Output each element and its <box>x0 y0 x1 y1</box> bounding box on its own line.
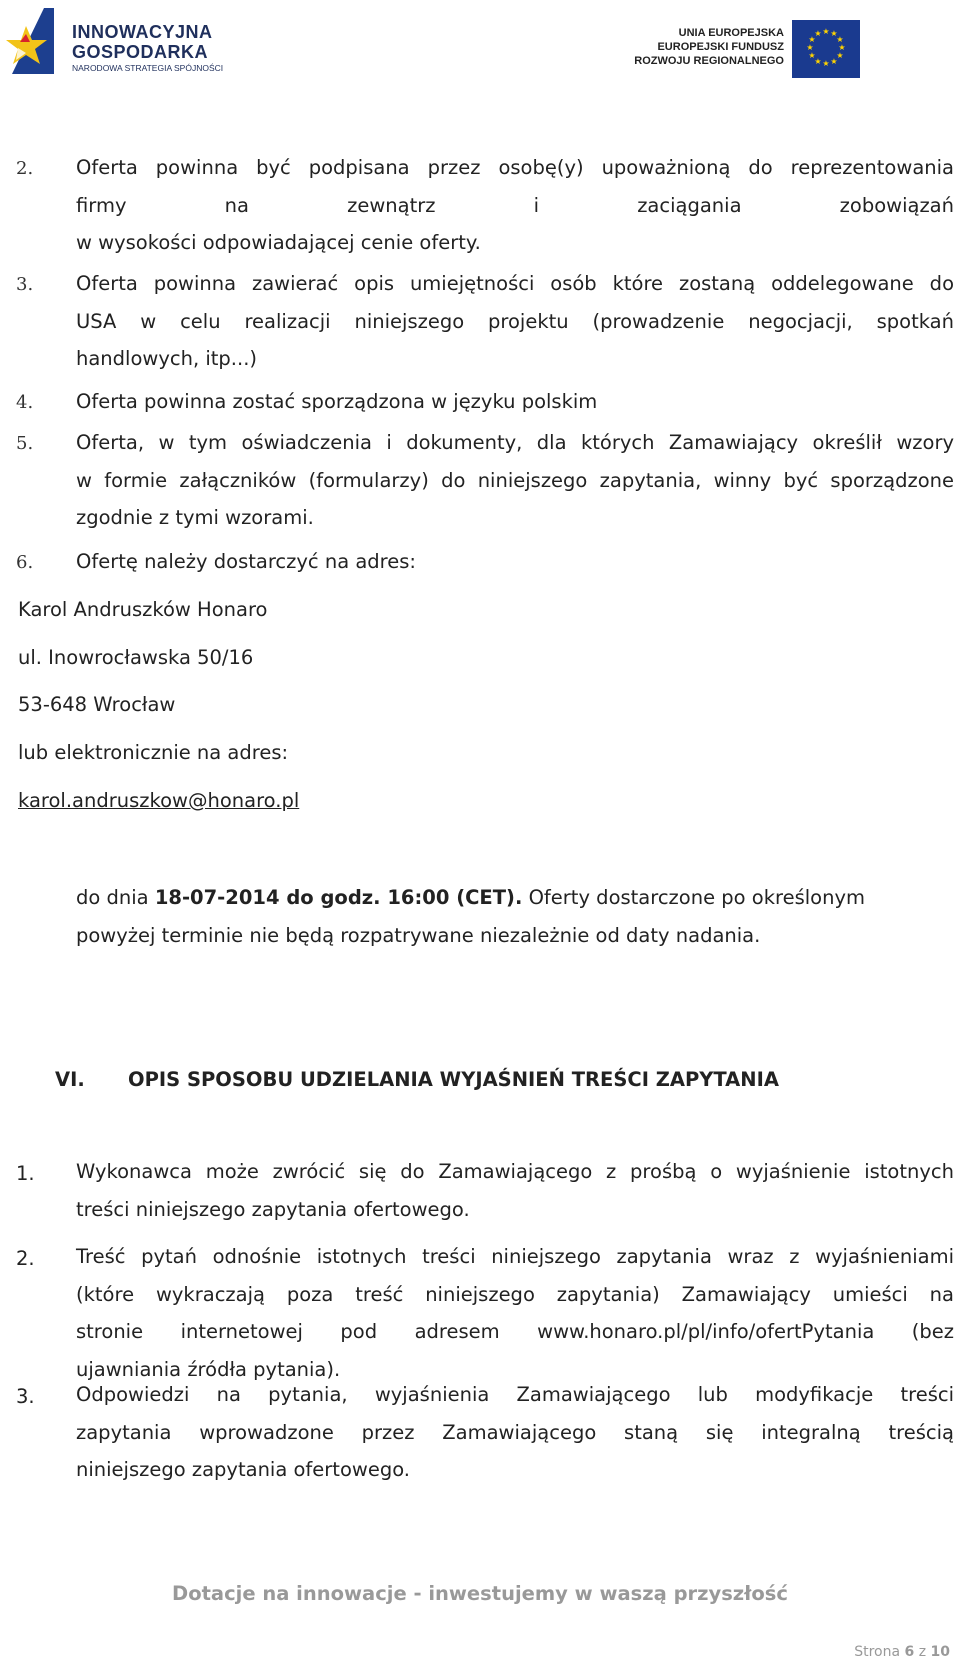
page-number <box>854 1644 950 1660</box>
list-item-number: 5. <box>16 433 34 454</box>
svg-text:★: ★ <box>814 29 822 38</box>
list-item-number: 3. <box>16 274 34 295</box>
innowacyjna-gospodarka-logo <box>6 4 246 76</box>
list-item-line: stronie internetowej pod adresem www.honaro.pl/pl/info/ofertPytania (bez <box>76 1320 954 1343</box>
section-number: VI. <box>55 1068 85 1091</box>
deadline-line-2: powyżej terminie nie będą rozpatrywane niezależnie od daty nadania. <box>76 924 761 947</box>
deadline-date: 18-07-2014 do godz. 16:00 (CET). <box>154 886 523 909</box>
deadline-prefix: do dnia <box>76 886 155 909</box>
list-item-line: Odpowiedzi na pytania, wyjaśnienia Zamawiającego lub modyfikacje treści <box>76 1383 954 1406</box>
list-item-line: niniejszego zapytania ofertowego. <box>76 1458 410 1481</box>
list-item-line: Oferta powinna być podpisana przez osobę(y) upoważnioną do reprezentowania <box>76 156 954 179</box>
page-total: 10 <box>930 1644 950 1660</box>
address-electronic-label: lub elektronicznie na adres: <box>18 741 289 764</box>
svg-text:★: ★ <box>838 43 846 52</box>
list-item-line: (które wykraczają poza treść niniejszego zapytania) Zamawiający umieści na <box>76 1282 954 1306</box>
section-title: OPIS SPOSOBU UDZIELANIA WYJAŚNIEŃ TREŚCI ZAPYTANIA <box>128 1068 779 1091</box>
svg-text:★: ★ <box>830 29 838 38</box>
list-item-line: treści niniejszego zapytania ofertowego. <box>76 1197 470 1221</box>
list-item-line: zgodnie z tymi wzorami. <box>76 506 314 529</box>
svg-text:★: ★ <box>814 57 822 66</box>
list-item-line: USA w celu realizacji niniejszego projektu (prowadzenie negocjacji, spotkań <box>76 309 954 333</box>
list-item-number: 6. <box>16 552 34 573</box>
list-item-number: 2. <box>16 158 34 179</box>
logo-line-3: NARODOWA STRATEGIA SPÓJNOŚCI <box>72 63 224 73</box>
list-item-line: ujawniania źródła pytania). <box>76 1357 341 1381</box>
list-item-line: Wykonawca może zwrócić się do Zamawiającego z prośbą o wyjaśnienie istotnych <box>76 1160 954 1183</box>
svg-text:★: ★ <box>822 27 830 36</box>
eu-line-1: UNIA EUROPEJSKA <box>678 27 784 39</box>
list-item-number: 3. <box>16 1385 35 1408</box>
list-item-number: 4. <box>16 392 34 413</box>
address-name: Karol Andruszków Honaro <box>18 598 268 621</box>
address-street: ul. Inowrocławska 50/16 <box>18 646 254 669</box>
list-item-number: 1. <box>16 1162 35 1185</box>
svg-text:★: ★ <box>806 43 814 52</box>
logo-line-2: GOSPODARKA <box>72 42 209 62</box>
svg-text:★: ★ <box>836 35 844 44</box>
eu-fund-logo <box>634 18 880 82</box>
list-item-line: Treść pytań odnośnie istotnych treści niniejszego zapytania wraz z wyjaśnieniami <box>76 1245 954 1268</box>
list-item-line: handlowych, itp...) <box>76 347 258 370</box>
deadline-line-1 <box>76 886 954 909</box>
page-current: 6 <box>904 1644 915 1660</box>
svg-text:★: ★ <box>808 35 816 44</box>
star-logo-icon <box>6 4 70 76</box>
logo-line-1: INNOWACYJNA <box>72 22 213 42</box>
list-item-line: firmy na zewnątrz i zaciągania zobowiązań <box>76 193 954 217</box>
svg-text:★: ★ <box>836 51 844 60</box>
list-item-number: 2. <box>16 1247 35 1270</box>
list-item-line: Oferta powinna zostać sporządzona w języku polskim <box>76 390 598 413</box>
svg-text:★: ★ <box>830 57 838 66</box>
svg-text:★: ★ <box>822 59 830 68</box>
deadline-rest: Oferty dostarczone po określonym <box>522 886 865 909</box>
list-item-line: w formie załączników (formularzy) do niniejszego zapytania, winny być sporządzone <box>76 468 954 492</box>
list-item-line: Oferta powinna zawierać opis umiejętności osób które zostaną oddelegowane do <box>76 272 954 295</box>
eu-flag-icon <box>792 20 860 78</box>
page-sep: z <box>918 1644 927 1660</box>
footer-slogan: Dotacje na innowacje - inwestujemy w waszą przyszłość <box>172 1582 788 1605</box>
eu-line-3: ROZWOJU REGIONALNEGO <box>634 55 784 67</box>
svg-text:★: ★ <box>808 51 816 60</box>
list-item-line: Ofertę należy dostarczyć na adres: <box>76 550 416 573</box>
eu-line-2: EUROPEJSKI FUNDUSZ <box>657 41 784 53</box>
list-item-line: zapytania wprowadzone przez Zamawiającego staną się integralną treścią <box>76 1420 954 1444</box>
email-link[interactable]: karol.andruszkow@honaro.pl <box>18 789 300 812</box>
page-label: Strona <box>854 1644 901 1660</box>
address-city: 53-648 Wrocław <box>18 693 176 716</box>
list-item-line: w wysokości odpowiadającej cenie oferty. <box>76 231 481 254</box>
list-item-line: Oferta, w tym oświadczenia i dokumenty, dla których Zamawiający określił wzory <box>76 431 954 454</box>
